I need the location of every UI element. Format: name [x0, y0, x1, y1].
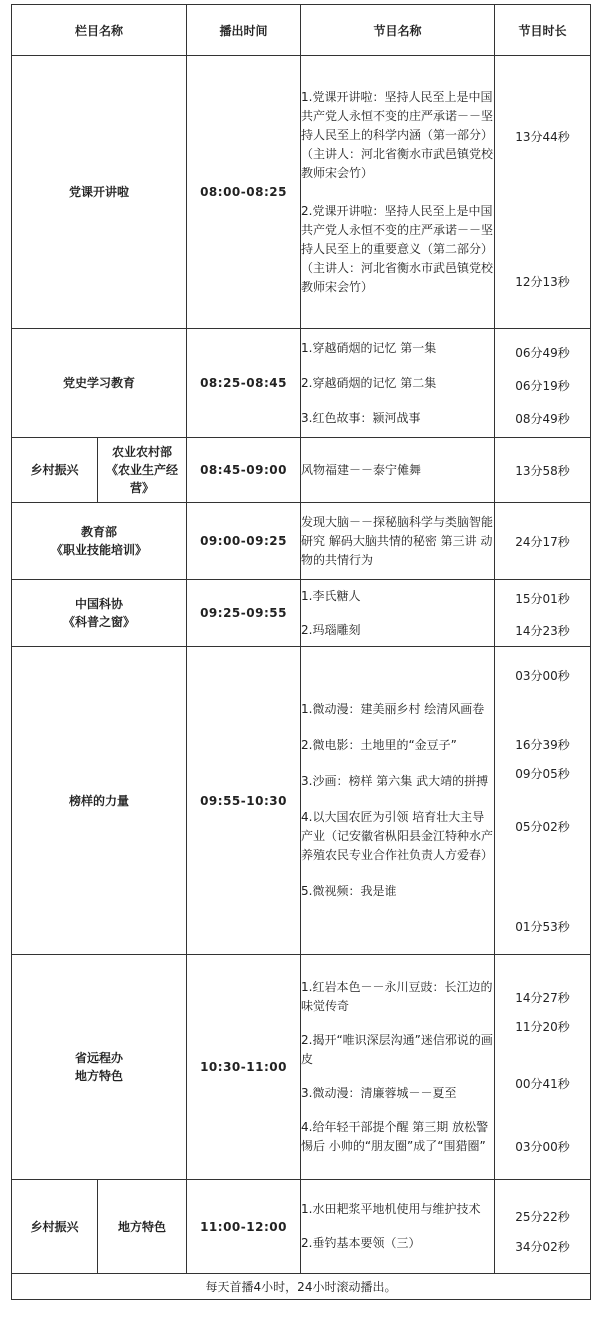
- column-name-line2: 《职业技能培训》: [51, 543, 148, 557]
- duration-item: 15分01秒: [515, 591, 570, 606]
- air-time: 09:00-09:25: [187, 503, 301, 580]
- duration-item: 14分27秒: [515, 990, 570, 1005]
- duration-list: [495, 1180, 591, 1274]
- program-item: 4.给年轻干部提个醒 第三期 放松警惕后 小帅的“朋友圈”成了“围猎圈”: [301, 1120, 489, 1153]
- duration-item: 03分00秒: [515, 668, 570, 683]
- column-name-block: [12, 955, 187, 1180]
- program-item: 1.穿越硝烟的记忆 第一集: [301, 340, 437, 355]
- table-row: [12, 56, 591, 329]
- table-row: [12, 438, 591, 503]
- table-row: [12, 329, 591, 438]
- table-row: [12, 580, 591, 647]
- duration-item: 05分02秒: [515, 819, 570, 834]
- header-air-time: 播出时间: [187, 5, 301, 56]
- duration-item: 12分13秒: [515, 274, 570, 289]
- duration-item: 11分20秒: [515, 1019, 570, 1034]
- footer-note: 每天首播4小时，24小时滚动播出。: [12, 1274, 591, 1300]
- air-time: 09:55-10:30: [187, 647, 301, 955]
- program-list: [301, 955, 495, 1180]
- duration-list: [495, 955, 591, 1180]
- air-time: 11:00-12:00: [187, 1180, 301, 1274]
- duration-item: 06分49秒: [515, 345, 570, 360]
- column-name: 榜样的力量: [12, 647, 187, 955]
- program-item: 1.微动漫：建美丽乡村 绘清风画卷: [301, 702, 485, 716]
- program-item: 2.玛瑙雕刻: [301, 622, 361, 637]
- program-item: 3.红色故事：颍河战事: [301, 410, 421, 425]
- program-item: 2.垂钓基本要领（三）: [301, 1236, 421, 1250]
- program-item: 风物福建－－泰宁傩舞: [301, 462, 422, 477]
- column-name: 党课开讲啦: [12, 56, 187, 329]
- duration-item: 13分44秒: [515, 129, 570, 144]
- column-name-line2: 《科普之窗》: [63, 615, 136, 629]
- duration-list: [495, 503, 591, 580]
- program-item: 4.以大国农匠为引领 培育壮大主导产业（记安徽省枞阳县金江特种水产养殖农民专业合作社负责人方爱春）: [301, 810, 494, 862]
- program-item: 2.党课开讲啦：坚持人民至上是中国共产党人永恒不变的庄严承诺－－坚持人民至上的重要意义（第二部分）（主讲人：河北省衡水市武邑镇党校教师宋会竹）: [301, 203, 494, 294]
- program-item: 2.揭开“唯识深层沟通”迷信邪说的画皮: [301, 1033, 493, 1066]
- air-time: 09:25-09:55: [187, 580, 301, 647]
- program-list: [301, 329, 495, 438]
- column-name: 教育部: [81, 525, 118, 539]
- program-item: 3.微动漫：清廉蓉城－－夏至: [301, 1086, 457, 1100]
- duration-list: [495, 647, 591, 955]
- table-row: [12, 955, 591, 1180]
- air-time: 10:30-11:00: [187, 955, 301, 1180]
- program-list: [301, 580, 495, 647]
- program-list: [301, 438, 495, 503]
- sub-column-name: 地方特色: [98, 1180, 187, 1274]
- duration-item: 09分05秒: [515, 766, 570, 781]
- sub-column-name: 农业农村部《农业生产经营》: [98, 438, 187, 503]
- duration-item: 08分49秒: [515, 411, 570, 426]
- program-item: 2.穿越硝烟的记忆 第二集: [301, 375, 437, 390]
- duration-item: 34分02秒: [515, 1239, 570, 1254]
- duration-item: 25分22秒: [515, 1209, 570, 1224]
- table-row: [12, 503, 591, 580]
- program-list: [301, 56, 495, 329]
- column-name: 中国科协: [75, 597, 124, 611]
- table-row: [12, 647, 591, 955]
- program-item: 1.红岩本色－－永川豆豉：长江边的味觉传奇: [301, 980, 493, 1013]
- air-time: 08:00-08:25: [187, 56, 301, 329]
- program-item: 1.李氏糖人: [301, 588, 361, 603]
- column-name-block: [12, 580, 187, 647]
- duration-list: [495, 329, 591, 438]
- duration-item: 06分19秒: [515, 378, 570, 393]
- program-item: 1.水田耙浆平地机使用与维护技术: [301, 1202, 481, 1216]
- schedule-table: [11, 4, 591, 1300]
- duration-item: 16分39秒: [515, 737, 570, 752]
- header-column-name: 栏目名称: [12, 5, 187, 56]
- duration-list: [495, 580, 591, 647]
- air-time: 08:25-08:45: [187, 329, 301, 438]
- program-list: [301, 503, 495, 580]
- header-program-name: 节目名称: [301, 5, 495, 56]
- duration-item: 14分23秒: [515, 623, 570, 638]
- program-list: [301, 647, 495, 955]
- program-item: 发现大脑－－探秘脑科学与类脑智能研究 解码大脑共情的秘密 第三讲 动物的共情行为: [301, 514, 494, 567]
- program-list: [301, 1180, 495, 1274]
- duration-item: 01分53秒: [515, 919, 570, 934]
- header-row: [12, 5, 591, 56]
- duration-item: 03分00秒: [515, 1139, 570, 1154]
- program-item: 2.微电影：土地里的“金豆子”: [301, 738, 457, 752]
- duration-item: 13分58秒: [515, 463, 570, 478]
- column-name-block: [12, 503, 187, 580]
- column-name-line2: 地方特色: [75, 1069, 124, 1083]
- duration-item: 24分17秒: [515, 534, 570, 549]
- column-name: 乡村振兴: [12, 1180, 98, 1274]
- column-name: 乡村振兴: [12, 438, 98, 503]
- header-duration: 节目时长: [495, 5, 591, 56]
- program-item: 1.党课开讲啦：坚持人民至上是中国共产党人永恒不变的庄严承诺－－坚持人民至上的科学内涵（第一部分）（主讲人：河北省衡水市武邑镇党校教师宋会竹）: [301, 89, 494, 180]
- program-item: 5.微视频：我是谁: [301, 884, 397, 898]
- table-row: [12, 1180, 591, 1274]
- column-name: 党史学习教育: [12, 329, 187, 438]
- program-item: 3.沙画：榜样 第六集 武大靖的拼搏: [301, 774, 489, 788]
- duration-list: [495, 56, 591, 329]
- footer-row: [12, 1274, 591, 1300]
- column-name: 省远程办: [75, 1051, 124, 1065]
- duration-list: [495, 438, 591, 503]
- duration-item: 00分41秒: [515, 1076, 570, 1091]
- air-time: 08:45-09:00: [187, 438, 301, 503]
